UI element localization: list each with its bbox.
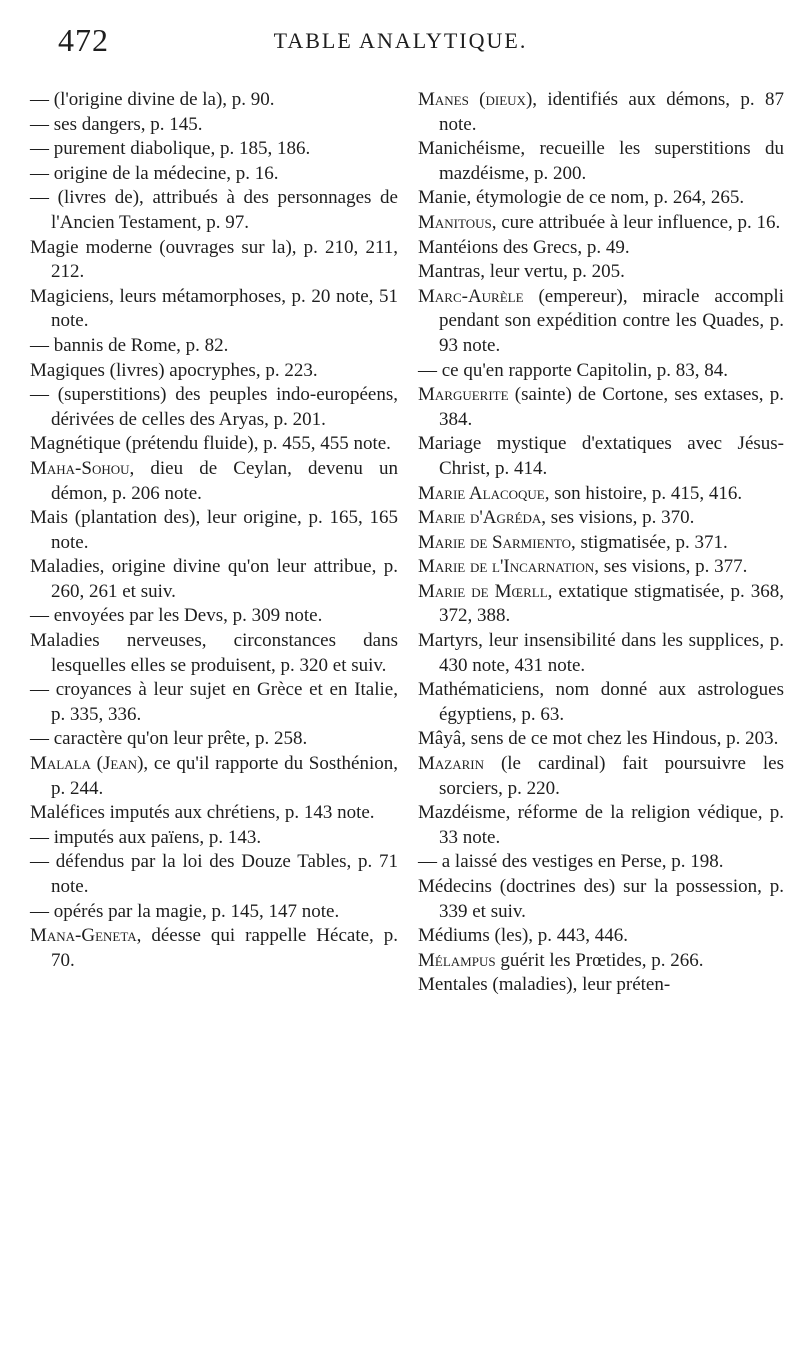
index-entry [30,752,398,801]
index-entry [418,875,784,924]
index-entry [418,260,784,285]
index-entry [30,334,398,359]
index-entry [30,113,398,138]
entry-text: identifiés aux démons, p. 87 note. [439,89,784,135]
index-entry [418,137,784,186]
entry-text: dieu de Ceylan, devenu un démon, p. 206 note. [51,457,398,504]
entry-text: Maléfices imputés aux chrétiens, p. 143 note. [30,802,375,824]
entry-text: Mais (plantation des), leur origine, p. 165, 165 note. [30,507,398,553]
entry-text: Mazdéisme, réforme de la religion védique, p. 33 note. [418,802,784,848]
index-entry [30,236,398,285]
index-entry [418,359,784,384]
index-entry [30,506,398,555]
index-entry [30,826,398,851]
index-entry [418,555,784,580]
index-entry [30,900,398,925]
index-entry [30,604,398,629]
entry-text: (sainte) de Cortone, ses extases, p. 384. [439,384,784,430]
index-entry [30,137,398,162]
entry-text: Mantéions des Grecs, p. 49. [418,236,630,258]
index-entry [30,629,398,678]
index-entry [418,383,784,432]
index-entry [418,432,784,481]
entry-text: — caractère qu'on leur prête, p. 258. [30,728,308,750]
index-entry [30,727,398,752]
entry-text: — (livres de), attribués à des personnages de l'Ancien Testament, p. 97. [30,187,398,233]
entry-text: Maladies nerveuses, circonstances dans lesquelles elles se produisent, p. 320 et suiv. [30,630,398,676]
index-entry [418,801,784,850]
index-entry [30,678,398,727]
entry-text: déesse qui rappelle Hécate, p. 70. [51,925,398,971]
index-entry [418,949,784,974]
running-title: TABLE ANALYTIQUE. [273,28,528,53]
index-entry [418,752,784,801]
entry-text: — a laissé des vestiges en Perse, p. 198. [418,851,724,873]
entry-text: — opérés par la magie, p. 145, 147 note. [30,900,340,922]
right-column [418,88,784,998]
entry-text: — croyances à leur sujet en Grèce et en Italie, p. 335, 336. [30,679,398,725]
entry-text: — ses dangers, p. 145. [30,113,203,135]
entry-headword: Marie de Mœrll, [418,580,553,602]
index-entry [418,678,784,727]
entry-text: Magiciens, leurs métamorphoses, p. 20 note, 51 note. [30,285,398,332]
index-entry [418,973,784,998]
entry-text: Médiums (les), p. 443, 446. [418,925,629,947]
entry-text: Martyrs, leur insensibilité dans les supplices, p. 430 note, 431 note. [418,630,784,676]
index-entry [30,186,398,235]
entry-text: Mentales (maladies), leur préten- [418,974,671,996]
entry-text: — (l'origine divine de la), p. 90. [30,89,275,110]
entry-text: Mariage mystique d'extatiques avec Jésus-Christ, p. 414. [418,433,784,479]
left-column [30,88,398,973]
entry-headword: Mazarin [418,753,484,775]
index-entry [30,924,398,973]
entry-text: — envoyées par les Devs, p. 309 note. [30,605,323,627]
index-entry [30,801,398,826]
entry-text: — purement diabolique, p. 185, 186. [30,138,311,160]
index-entry [30,850,398,899]
entry-text: Mathématiciens, nom donné aux astrologues égyptiens, p. 63. [418,679,784,725]
entry-headword: Manitous, [418,211,497,233]
entry-text: ses visions, p. 370. [546,507,695,529]
entry-text: guérit les Prœtides, p. 266. [495,949,704,971]
entry-headword: Marie d'Agréda, [418,507,547,529]
entry-text: — bannis de Rome, p. 82. [30,334,229,356]
entry-headword: Marc-Aurèle [418,285,524,307]
index-entry [30,555,398,604]
entry-text: stigmatisée, p. 371. [575,531,728,553]
page-number: 472 [58,22,109,58]
index-entry [30,162,398,187]
entry-text: — imputés aux païens, p. 143. [30,826,262,848]
entry-headword: Manes (dieux), [418,89,538,110]
entry-headword: Marie Alacoque, [418,482,550,504]
index-entry [418,580,784,629]
entry-text: Maladies, origine divine qu'on leur attribue, p. 260, 261 et suiv. [30,556,398,602]
entry-text: Magiques (livres) apocryphes, p. 223. [30,359,318,381]
entry-text: Magnétique (prétendu fluide), p. 455, 455 note. [30,433,391,455]
entry-headword: Mélampus [418,949,496,971]
entry-text: Manichéisme, recueille les superstitions du mazdéisme, p. 200. [418,138,784,184]
entry-headword: Marguerite [418,384,509,406]
entry-text: — ce qu'en rapporte Capitolin, p. 83, 84. [418,359,728,381]
index-entry [30,432,398,457]
index-entry [418,727,784,752]
entry-text: — défendus par la loi des Douze Tables, p. 71 note. [30,851,398,897]
entry-text: Mâyâ, sens de ce mot chez les Hindous, p. 203. [418,728,779,750]
index-entry [30,359,398,384]
entry-text: ce qu'il rapporte du Sosthénion, p. 244. [51,753,398,799]
entry-text: — (superstitions) des peuples indo-européens, dérivées de celles des Aryas, p. 201. [30,384,398,430]
entry-text: (le cardinal) fait poursuivre les sorciers, p. 220. [439,753,784,799]
entry-headword: Mana-Geneta, [30,925,142,947]
index-entry [30,88,398,113]
index-entry [418,186,784,211]
entry-text: Mantras, leur vertu, p. 205. [418,261,625,283]
index-entry [30,457,398,506]
index-entry [418,850,784,875]
index-entry [418,88,784,137]
index-entry [418,924,784,949]
entry-text: extatique stigmatisée, p. 368, 372, 388. [439,580,784,627]
index-entry [418,236,784,261]
entry-text: Manie, étymologie de ce nom, p. 264, 265. [418,187,745,209]
index-entry [30,383,398,432]
entry-headword: Malala (Jean), [30,753,149,775]
entry-text: Médecins (doctrines des) sur la possession, p. 339 et suiv. [418,876,784,922]
index-entry [418,285,784,359]
index-entry [418,531,784,556]
entry-headword: Maha-Sohou, [30,457,135,479]
index-entry [418,211,784,236]
index-entry [418,629,784,678]
entry-text: — origine de la médecine, p. 16. [30,162,279,184]
entry-text: (empereur), miracle accompli pendant son expédition contre les Quades, p. 93 note. [439,285,784,356]
entry-text: ses visions, p. 377. [599,556,748,578]
entry-text: cure attribuée à leur influence, p. 16. [496,211,781,233]
index-entry [418,506,784,531]
entry-headword: Marie de l'Incarnation, [418,556,599,578]
entry-headword: Marie de Sarmiento, [418,531,576,553]
index-entry [418,482,784,507]
page-header [0,22,801,72]
entry-text: Magie moderne (ouvrages sur la), p. 210, 211, 212. [30,236,398,283]
index-entry [30,285,398,334]
entry-text: son histoire, p. 415, 416. [549,482,743,504]
